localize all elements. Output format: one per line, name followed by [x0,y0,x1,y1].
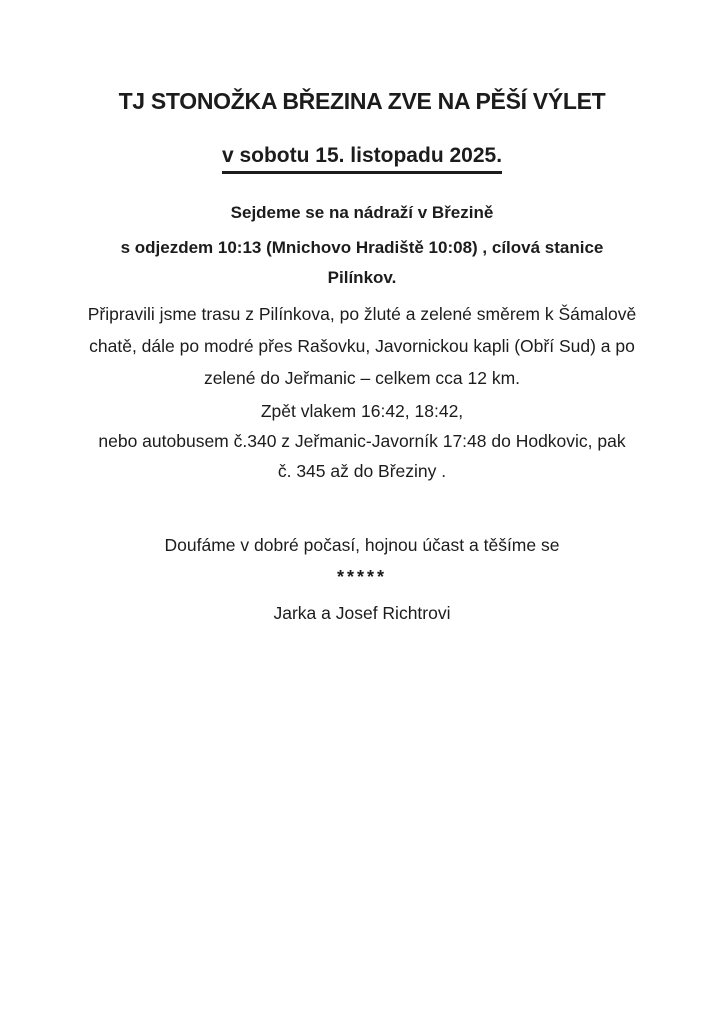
return-line-2: nebo autobusem č.340 z Jeřmanic-Javorník 17:48 do Hodkovic, pak [98,431,626,451]
departure-line-2: Pilínkov. [327,268,397,287]
return-line-3: č. 345 až do Březiny . [277,461,447,481]
route-line-1: Připravili jsme trasu z Pilínkova, po žluté a zelené směrem k Šámalově [87,304,637,324]
flyer-title: TJ STONOŽKA BŘEZINA ZVE NA PĚŠÍ VÝLET [118,88,606,114]
closing-line: Doufáme v dobré počasí, hojnou účast a těšíme se [164,535,560,555]
departure-info [0,233,724,293]
separator-stars: ***** [336,567,388,587]
route-line-2: chatě, dále po modré přes Rašovku, Javornickou kapli (Obří Sud) a po [89,336,635,356]
signature-line: Jarka a Josef Richtrovi [273,603,451,623]
event-date-line [0,142,724,174]
route-description [0,298,724,394]
route-line-3: zelené do Jeřmanic – celkem cca 12 km. [203,368,521,388]
event-date-underlined-text: v sobotu 15. listopadu 2025. [222,142,502,174]
return-transport-info [0,396,724,486]
return-line-1: Zpět vlakem 16:42, 18:42, [260,401,464,421]
meeting-info-line: Sejdeme se na nádraží v Březině [230,203,494,222]
departure-line-1: s odjezdem 10:13 (Mnichovo Hradiště 10:08) , cílová stanice [120,238,604,257]
